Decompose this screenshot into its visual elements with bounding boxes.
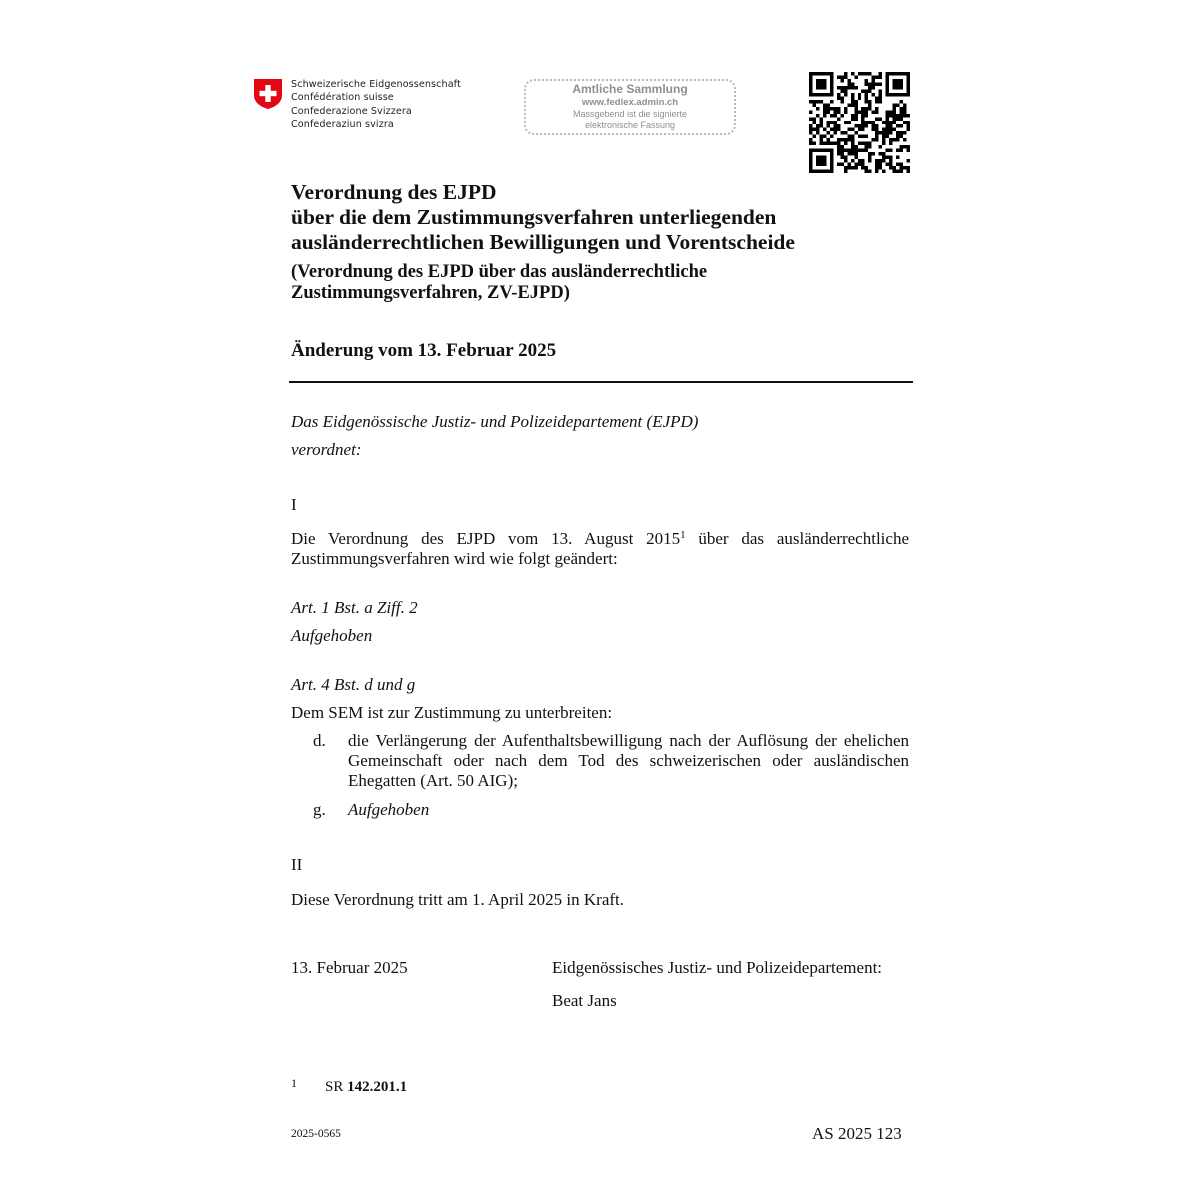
agency-name: [291, 78, 461, 132]
title-line: über die dem Zustimmungsverfahren unterliegenden: [291, 205, 777, 229]
official-collection-stamp: [524, 79, 736, 135]
signatory-name: Beat Jans: [552, 991, 617, 1010]
title-line: ausländerrechtlichen Bewilligungen und Vorentscheide: [291, 230, 795, 254]
agency-line: Schweizerische Eidgenossenschaft: [291, 79, 461, 90]
stamp-title: Amtliche Sammlung: [572, 82, 688, 96]
entry-into-force: Diese Verordnung tritt am 1. April 2025 in Kraft.: [291, 890, 625, 909]
stamp-url: www.fedlex.admin.ch: [581, 97, 679, 108]
article-heading: Art. 1 Bst. a Ziff. 2: [291, 598, 418, 617]
swiss-cross-icon: [253, 78, 283, 110]
article-intro: Dem SEM ist zur Zustimmung zu unterbreiten:: [291, 703, 613, 722]
document-short-title: [291, 262, 707, 304]
intro-text: Die Verordnung des EJPD vom 13. August 2015: [291, 529, 681, 548]
list-item-text: Aufgehoben: [348, 800, 430, 819]
stamp-note: elektronische Fassung: [584, 120, 676, 130]
intro-text: über das ausländerrechtliche Zustimmungsverfahren wird wie folgt geändert:: [291, 529, 909, 568]
footnote-text: [325, 1079, 407, 1096]
document-title: [291, 180, 795, 255]
agency-line: Confederazione Svizzera: [291, 105, 412, 117]
title-divider: [289, 381, 913, 383]
qr-code-icon: [809, 72, 910, 173]
footnote-number: 1: [291, 1076, 297, 1090]
title-line: Verordnung des EJPD: [291, 180, 497, 204]
collection-reference: AS 2025 123: [812, 1124, 902, 1143]
amendment-intro: [291, 529, 909, 569]
footnote-reference[interactable]: 1: [680, 529, 686, 541]
stamp-note: Massgebend ist die signierte: [572, 109, 688, 119]
signature-authority: Eidgenössisches Justiz- und Polizeidepartement:: [552, 958, 883, 977]
footnote-prefix: SR: [325, 1079, 344, 1095]
preamble-verb: verordnet:: [291, 440, 362, 459]
footnote-sr-number[interactable]: 142.201.1: [347, 1079, 408, 1095]
list-item-label: g.: [313, 800, 326, 819]
signature-date: 13. Februar 2025: [291, 958, 408, 977]
article-heading: Art. 4 Bst. d und g: [291, 675, 416, 694]
agency-line: Confederaziun svizra: [291, 119, 394, 131]
article-text: Aufgehoben: [291, 626, 373, 645]
amendment-date: Änderung vom 13. Februar 2025: [291, 340, 557, 361]
document-number: 2025-0565: [291, 1128, 341, 1140]
list-item-text: die Verlängerung der Aufenthaltsbewilligung nach der Auflösung der ehelichen Gemeinschaft oder nach dem Tod des schweizerischen oder ausländischen Ehegatten (Art. 50 AIG);: [348, 731, 909, 790]
subtitle-line: (Verordnung des EJPD über das ausländerrechtliche: [291, 262, 708, 282]
agency-line: Confédération suisse: [291, 92, 394, 104]
subtitle-line: Zustimmungsverfahren, ZV-EJPD): [291, 283, 570, 303]
list-item-label: d.: [313, 731, 326, 750]
section-numeral-one: I: [291, 495, 297, 514]
section-numeral-two: II: [291, 855, 303, 874]
preamble-authority: Das Eidgenössische Justiz- und Polizeidepartement (EJPD): [291, 412, 699, 431]
